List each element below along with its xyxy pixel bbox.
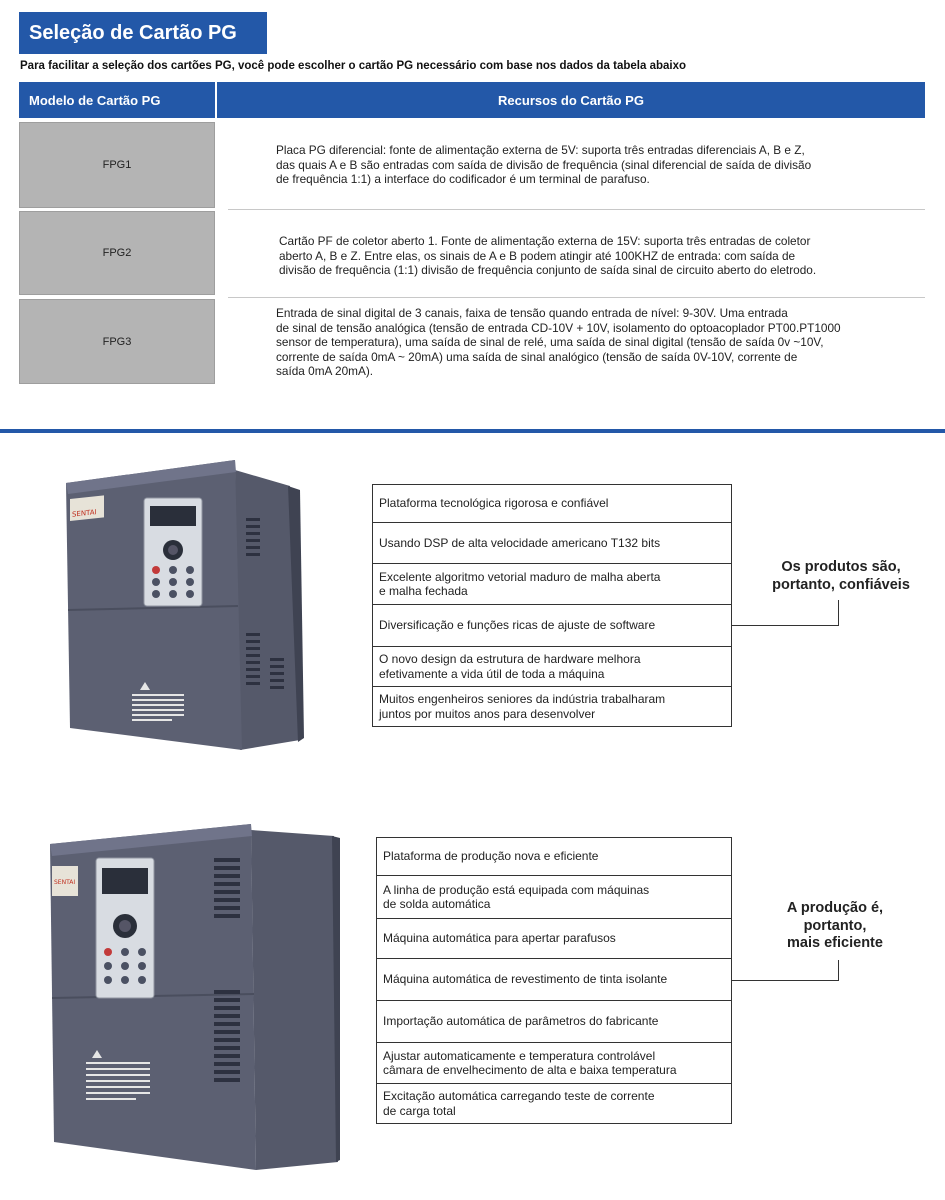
feature-item (373, 687, 731, 727)
feature-text: de carga total (383, 1103, 456, 1118)
feature-item (373, 605, 731, 647)
feature-text: Máquina automática para apertar parafusos (383, 931, 616, 946)
feature-item (373, 485, 731, 523)
feature-item (377, 838, 731, 876)
bracket-line (732, 980, 839, 981)
feature-line: de frequência 1:1) a interface do codificador é um terminal de parafuso. (276, 172, 650, 187)
feature-line: Placa PG diferencial: fonte de alimentação externa de 5V: suporta três entradas diferenciais A, B e Z, (276, 143, 805, 157)
feature-text: O novo design da estrutura de hardware melhora (379, 652, 641, 666)
feature-text: A linha de produção está equipada com máquinas (383, 882, 650, 897)
model-cell-fpg3: FPG3 (19, 299, 215, 384)
features-cell-fpg2 (279, 234, 816, 278)
feature-line: sensor de temperatura), uma saída de sinal de relé, uma saída de sinal digital (tensão de saída 0v ~10V, (276, 335, 824, 350)
inverter-product-image (60, 458, 305, 753)
conclusion-line: A produção é, (786, 900, 884, 916)
feature-item (377, 1084, 731, 1124)
model-cell-fpg2: FPG2 (19, 211, 215, 295)
feature-line: Cartão PF de coletor aberto 1. Fonte de alimentação externa de 15V: suporta três entradas de coletor (279, 234, 811, 248)
feature-line: de sinal de tensão analógica (tensão de entrada CD-10V + 10V, isolamento do optoacoplador PT00.PT1000 (276, 320, 841, 335)
reliability-feature-list (372, 484, 732, 727)
feature-item (377, 919, 731, 959)
conclusion-line: portanto, (803, 917, 867, 934)
feature-text: câmara de envelhecimento de alta e baixa temperatura (383, 1063, 677, 1077)
feature-text: Máquina automática de revestimento de tinta isolante (383, 972, 668, 987)
bracket-line (838, 960, 839, 981)
production-conclusion (752, 900, 918, 953)
feature-item (373, 564, 731, 605)
production-feature-list (376, 837, 732, 1124)
section-divider (0, 429, 945, 433)
feature-text: efetivamente a vida útil de toda a máquina (379, 666, 605, 681)
feature-text: Ajustar automaticamente e temperatura controlável (383, 1048, 656, 1063)
feature-line: saída 0mA 20mA). (276, 364, 374, 379)
bracket-line (732, 625, 839, 626)
feature-text: Muitos engenheiros seniores da indústria trabalharam (379, 692, 666, 706)
brand-label: SENTAI (72, 507, 97, 519)
feature-line: das quais A e B são entradas com saída de divisão de frequência (sinal diferencial de saída de divisão (276, 157, 812, 172)
conclusion-line: Os produtos são, (781, 559, 901, 575)
brand-label-2: SENTAI (54, 879, 76, 886)
feature-text: juntos por muitos anos para desenvolver (379, 706, 596, 721)
features-cell-fpg1 (276, 143, 811, 187)
feature-item (377, 959, 731, 1001)
feature-item (373, 523, 731, 564)
features-cell-fpg3 (276, 306, 841, 379)
feature-text: Usando DSP de alta velocidade americano T132 bits (379, 535, 661, 550)
feature-item (377, 876, 731, 919)
feature-line: aberto A, B e Z. Entre elas, os sinais de A e B podem atingir até 100KHZ de entrada: com saída de (279, 248, 796, 263)
feature-item (377, 1043, 731, 1084)
feature-text: de solda automática (383, 897, 491, 911)
feature-line: corrente de saída 0mA ~ 20mA) uma saída de sinal analógico (tensão de saída 0V-10V, corrente de (276, 349, 798, 364)
page-title: Seleção de Cartão PG (19, 12, 267, 54)
column-header-model: Modelo de Cartão PG (19, 82, 215, 118)
feature-text: Plataforma tecnológica rigorosa e confiável (379, 496, 609, 511)
feature-text: Importação automática de parâmetros do fabricante (383, 1014, 659, 1029)
conclusion-line: mais eficiente (787, 935, 883, 951)
feature-line: Entrada de sinal digital de 3 canais, faixa de tensão quando entrada de nível: 9-30V. Uma entrada (276, 306, 788, 320)
inverter-product-image-2 (46, 822, 341, 1174)
reliability-conclusion (752, 559, 930, 594)
feature-line: divisão de frequência (1:1) divisão de frequência conjunto de saída sinal de circuito aberto do eletrodo. (279, 263, 817, 278)
feature-item (377, 1001, 731, 1043)
row-divider (228, 209, 925, 210)
column-header-features: Recursos do Cartão PG (217, 82, 925, 118)
conclusion-line: portanto, confiáveis (772, 576, 910, 593)
feature-text: e malha fechada (379, 584, 468, 598)
model-cell-fpg1: FPG1 (19, 122, 215, 208)
feature-text: Excitação automática carregando teste de corrente (383, 1089, 655, 1103)
feature-item (373, 647, 731, 687)
row-divider (228, 297, 925, 298)
feature-text: Plataforma de produção nova e eficiente (383, 849, 599, 864)
feature-text: Diversificação e funções ricas de ajuste de software (379, 618, 656, 633)
page-subtitle: Para facilitar a seleção dos cartões PG, você pode escolher o cartão PG necessário com base nos dados da tabela abaixo (20, 60, 687, 72)
bracket-line (838, 600, 839, 626)
feature-text: Excelente algoritmo vetorial maduro de malha aberta (379, 569, 661, 584)
